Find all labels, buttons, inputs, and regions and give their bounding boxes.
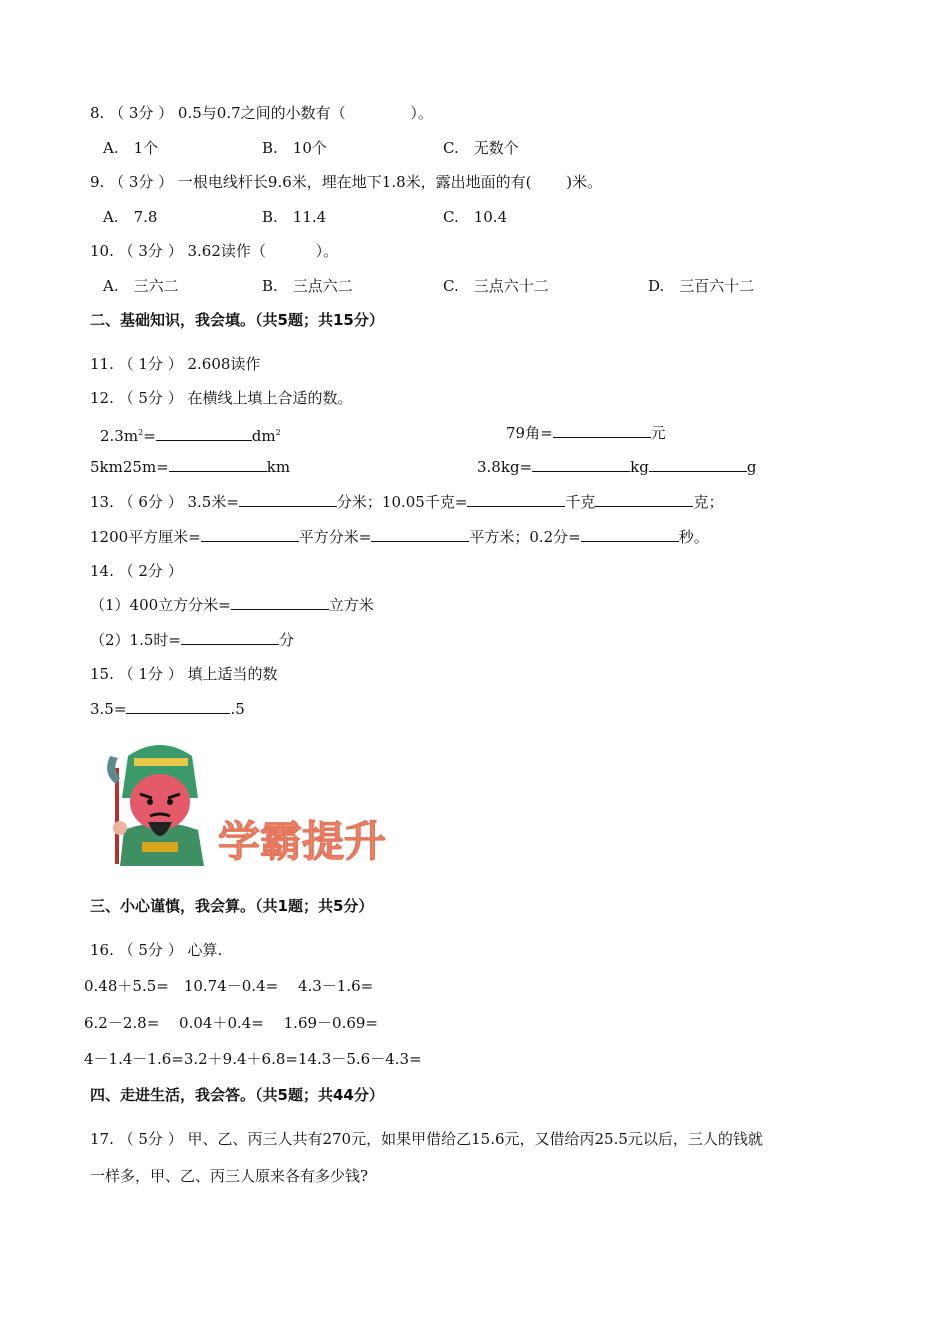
- q8-option-a: A. 1个: [103, 139, 159, 157]
- section-2-heading: 二、基础知识，我会填。（共5题；共15分）: [90, 311, 384, 329]
- q8-option-b: B. 10个: [262, 139, 327, 157]
- answer-blank[interactable]: [181, 630, 279, 645]
- general-mascot-icon: [100, 738, 440, 870]
- q17-line2: 一样多，甲、乙、丙三人原来各有多少钱?: [90, 1167, 369, 1185]
- section-4-heading: 四、走进生活，我会答。（共5题；共44分）: [90, 1086, 384, 1104]
- q16-row2: 6.2－2.8= 0.04＋0.4= 1.69－0.69=: [84, 1014, 379, 1032]
- q16-row1: 0.48＋5.5= 10.74－0.4= 4.3－1.6=: [84, 977, 374, 995]
- xueba-banner: [100, 738, 440, 870]
- q9-stem: 9. （ 3分 ） 一根电线杆长9.6米，埋在地下1.8米，露出地面的有( )米。: [90, 173, 603, 191]
- q15-stem: 15. （ 1分 ） 填上适当的数: [90, 665, 278, 683]
- answer-blank[interactable]: [126, 699, 230, 714]
- q14-part2: （2）1.5时= 分: [90, 631, 294, 649]
- answer-blank[interactable]: [649, 457, 747, 472]
- q17-line1: 17. （ 5分 ） 甲、乙、丙三人共有270元，如果甲借给乙15.6元，又借给丙25.5元以后，三人的钱就: [90, 1130, 763, 1148]
- q16-stem: 16. （ 5分 ） 心算.: [90, 941, 223, 959]
- q16-row3: 4－1.4－1.6=3.2＋9.4＋6.8=14.3－5.6－4.3=: [84, 1050, 422, 1068]
- answer-blank[interactable]: [231, 595, 329, 610]
- answer-blank[interactable]: [532, 457, 630, 472]
- q10-option-c: C. 三点六十二: [443, 277, 549, 295]
- answer-blank[interactable]: [467, 492, 565, 507]
- q14-stem: 14. （ 2分 ）: [90, 562, 183, 580]
- answer-blank[interactable]: [156, 426, 252, 441]
- q15-equation: 3.5= .5: [90, 700, 245, 718]
- answer-blank[interactable]: [239, 492, 337, 507]
- banner-text: 学霸提升: [218, 817, 387, 866]
- q14-part1: （1）400立方分米= 立方米: [90, 596, 374, 614]
- q9-option-b: B. 11.4: [262, 208, 327, 226]
- q9-option-a: A. 7.8: [103, 208, 158, 226]
- q10-stem: 10. （ 3分 ） 3.62读作（ ）。: [90, 242, 339, 260]
- answer-blank[interactable]: [581, 527, 679, 542]
- q10-option-a: A. 三六二: [103, 277, 179, 295]
- q10-option-d: D. 三百六十二: [648, 277, 755, 295]
- q12-row1-left: $2.3m^2= dm^2$: [100, 427, 281, 445]
- answer-blank[interactable]: [553, 423, 651, 438]
- q13-line1: 13. （ 6分 ） 3.5米= 分米；10.05千克= 千克 克；: [90, 493, 724, 511]
- q12-row2-left: 5km25m= km: [90, 458, 291, 476]
- q12-stem: 12. （ 5分 ） 在横线上填上合适的数。: [90, 389, 353, 407]
- q11-stem: 11. （ 1分 ） 2.608读作: [90, 355, 261, 373]
- q13-line2: 1200平方厘米= 平方分米= 平方米；0.2分= 秒。: [90, 528, 709, 546]
- answer-blank[interactable]: [169, 457, 267, 472]
- q12-row1-right: 79角= 元: [506, 424, 666, 442]
- q10-option-b: B. 三点六二: [262, 277, 353, 295]
- answer-blank[interactable]: [595, 492, 693, 507]
- q8-option-c: C. 无数个: [443, 139, 519, 157]
- q12-row2-right: 3.8kg= kg g: [477, 458, 757, 476]
- answer-blank[interactable]: [371, 527, 469, 542]
- section-3-heading: 三、小心谨慎，我会算。（共1题；共5分）: [90, 897, 374, 915]
- q9-option-c: C. 10.4: [443, 208, 508, 226]
- answer-blank[interactable]: [201, 527, 299, 542]
- q8-stem: 8. （ 3分 ） 0.5与0.7之间的小数有（ ）。: [90, 104, 433, 122]
